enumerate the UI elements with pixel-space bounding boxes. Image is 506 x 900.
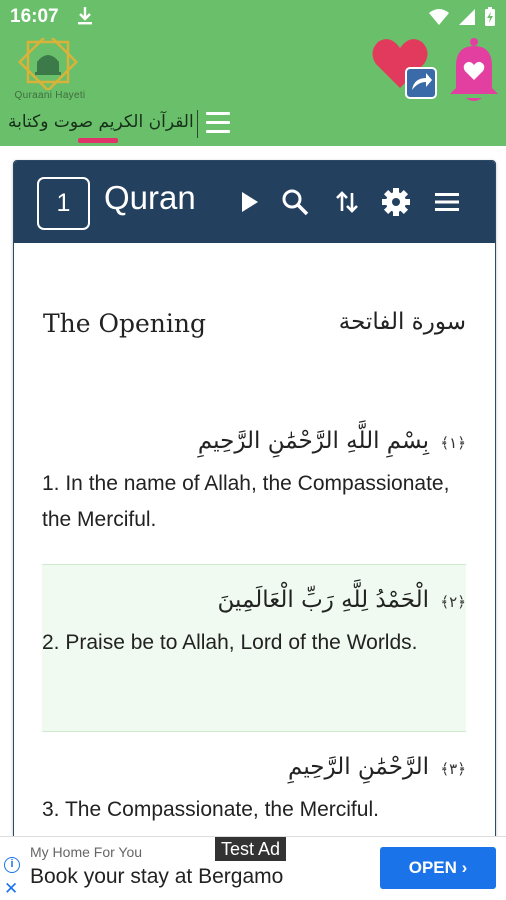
header-divider [197,110,198,138]
bell-heart-icon [446,36,502,104]
battery-icon [484,7,496,27]
share-favorite-button[interactable] [370,36,440,102]
notifications-button[interactable] [446,36,502,104]
download-icon [76,6,94,26]
sort-icon[interactable] [332,187,362,217]
surah-name-english: The Opening [43,309,207,338]
menu-icon[interactable] [432,187,462,217]
active-indicator [78,138,118,143]
verse-translation: 3. The Compassionate, the Merciful. [42,798,379,821]
verse-number-marker: ﴿١﴾ [440,434,466,452]
verse-arabic [42,406,466,454]
verse-item[interactable] [42,732,466,840]
ad-close-icon[interactable]: ✕ [4,879,19,898]
status-time: 16:07 [10,6,59,27]
ad-info-icon[interactable]: i [4,857,20,873]
surah-number-box[interactable]: 1 [37,177,90,230]
play-icon[interactable] [234,187,264,217]
app-header [0,34,506,146]
status-bar [0,0,506,34]
app-logo [4,38,92,102]
verse-item-highlighted[interactable] [42,564,466,732]
card-toolbar [14,161,495,243]
surah-name-arabic: سورة الفاتحة [338,309,466,335]
quran-card [13,160,496,840]
verse-number-marker: ﴿٢﴾ [440,593,466,611]
verse-number-marker: ﴿٣﴾ [440,760,466,778]
verse-arabic-text: الْحَمْدُ لِلَّهِ رَبِّ الْعَالَمِينَ [217,587,430,613]
gear-icon[interactable] [381,187,411,217]
ad-open-button[interactable]: OPEN › [380,847,496,889]
mosque-logo-icon [4,38,92,90]
verse-item[interactable] [42,406,466,564]
verse-arabic-text: بِسْمِ اللَّهِ الرَّحْمَٰنِ الرَّحِيمِ [197,428,430,454]
ad-banner[interactable] [0,836,506,900]
verse-arabic-text: الرَّحْمَٰنِ الرَّحِيمِ [288,754,430,780]
wifi-icon [428,8,450,26]
test-ad-badge: Test Ad [215,837,286,861]
hamburger-menu-icon[interactable] [206,112,230,136]
signal-icon [458,8,476,26]
verse-arabic [42,732,466,780]
card-title: Quran [104,179,196,216]
app-brand-text: Quraani Hayeti [14,90,86,101]
search-icon[interactable] [280,187,310,217]
verse-translation: 1. In the name of Allah, the Compassionate, the Merciful. [42,472,450,531]
verse-arabic [42,565,466,613]
verse-translation: 2. Praise be to Allah, Lord of the Worlds. [42,631,418,654]
app-subtitle: القرآن الكريم صوت وكتابة [8,112,194,132]
ad-headline[interactable]: Book your stay at Bergamo [30,865,284,888]
heart-share-icon [370,36,440,102]
ad-advertiser: My Home For You [30,844,143,860]
